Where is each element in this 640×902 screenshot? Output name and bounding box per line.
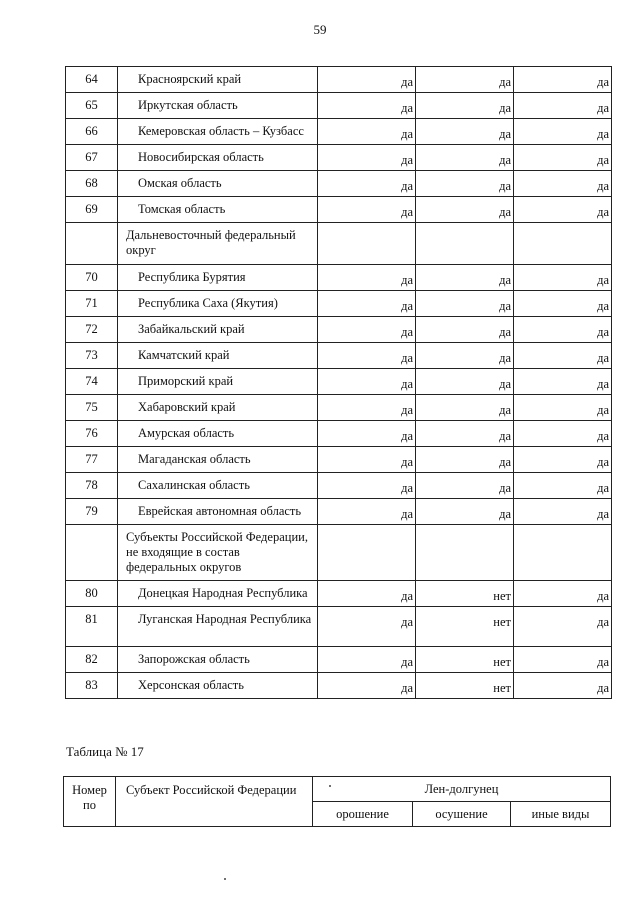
- value-cell: да: [514, 673, 612, 699]
- value-cell: да: [416, 369, 514, 395]
- row-number: 81: [66, 607, 118, 647]
- row-number: 82: [66, 647, 118, 673]
- table-17: [63, 776, 611, 827]
- value-cell: да: [318, 647, 416, 673]
- value-cell: да: [416, 197, 514, 223]
- row-number: 76: [66, 421, 118, 447]
- table-row: [66, 145, 612, 171]
- value-cell: да: [318, 343, 416, 369]
- region-name: Магаданская область: [118, 447, 318, 473]
- value-cell: да: [514, 395, 612, 421]
- value-cell: да: [416, 291, 514, 317]
- table-row: [66, 119, 612, 145]
- region-name: Кемеровская область – Кузбасс: [118, 119, 318, 145]
- value-cell: да: [416, 93, 514, 119]
- value-cell: да: [416, 67, 514, 93]
- subheader-irrigation: орошение: [313, 802, 413, 827]
- value-cell: да: [514, 171, 612, 197]
- row-number: 83: [66, 673, 118, 699]
- table-row: [66, 93, 612, 119]
- value-cell: да: [318, 673, 416, 699]
- row-number: [66, 525, 118, 581]
- scan-speck: [224, 878, 226, 880]
- value-cell: [514, 223, 612, 265]
- region-name: Республика Бурятия: [118, 265, 318, 291]
- table-row: [66, 265, 612, 291]
- value-cell: да: [318, 473, 416, 499]
- value-cell: нет: [416, 581, 514, 607]
- value-cell: да: [318, 369, 416, 395]
- region-name: Амурская область: [118, 421, 318, 447]
- value-cell: да: [416, 499, 514, 525]
- value-cell: да: [318, 581, 416, 607]
- value-cell: [416, 525, 514, 581]
- region-name: Красноярский край: [118, 67, 318, 93]
- value-cell: да: [318, 265, 416, 291]
- value-cell: да: [514, 145, 612, 171]
- value-cell: да: [318, 145, 416, 171]
- value-cell: да: [514, 473, 612, 499]
- region-name: Запорожская область: [118, 647, 318, 673]
- row-number: 71: [66, 291, 118, 317]
- crop-header: Лен-долгунец: [313, 777, 611, 802]
- table-row: [66, 673, 612, 699]
- value-cell: да: [416, 421, 514, 447]
- subject-column-header: Субъект Российской Федерации: [116, 777, 313, 827]
- table-row: [66, 607, 612, 647]
- subheader-drainage: осушение: [413, 802, 511, 827]
- value-cell: да: [318, 499, 416, 525]
- value-cell: да: [514, 265, 612, 291]
- region-name: Томская область: [118, 197, 318, 223]
- value-cell: да: [514, 647, 612, 673]
- value-cell: да: [514, 93, 612, 119]
- region-name: Сахалинская область: [118, 473, 318, 499]
- value-cell: нет: [416, 673, 514, 699]
- value-cell: да: [514, 369, 612, 395]
- section-header-row: [66, 223, 612, 265]
- table-row: [66, 647, 612, 673]
- value-cell: да: [416, 473, 514, 499]
- section-title: Дальневосточный федеральный округ: [118, 223, 318, 265]
- value-cell: [514, 525, 612, 581]
- value-cell: да: [318, 291, 416, 317]
- value-cell: да: [318, 67, 416, 93]
- table-row: [66, 369, 612, 395]
- row-number: 72: [66, 317, 118, 343]
- region-name: Камчатский край: [118, 343, 318, 369]
- value-cell: да: [416, 265, 514, 291]
- row-number: 67: [66, 145, 118, 171]
- row-number: 66: [66, 119, 118, 145]
- section-title: Субъекты Российской Федерации, не входящие в состав федеральных округов: [118, 525, 318, 581]
- value-cell: да: [318, 421, 416, 447]
- table-row: [66, 499, 612, 525]
- value-cell: да: [318, 119, 416, 145]
- value-cell: да: [514, 447, 612, 473]
- table-row: [66, 395, 612, 421]
- value-cell: нет: [416, 647, 514, 673]
- value-cell: да: [514, 67, 612, 93]
- value-cell: да: [514, 317, 612, 343]
- row-number: [66, 223, 118, 265]
- table-row: [66, 343, 612, 369]
- value-cell: да: [514, 291, 612, 317]
- row-number: 70: [66, 265, 118, 291]
- row-number: 64: [66, 67, 118, 93]
- row-number: 79: [66, 499, 118, 525]
- row-number: 75: [66, 395, 118, 421]
- section-header-row: [66, 525, 612, 581]
- region-name: Омская область: [118, 171, 318, 197]
- region-name: Забайкальский край: [118, 317, 318, 343]
- value-cell: да: [514, 343, 612, 369]
- number-column-header: Номер по: [64, 777, 116, 827]
- row-number: 78: [66, 473, 118, 499]
- value-cell: да: [416, 317, 514, 343]
- region-name: Приморский край: [118, 369, 318, 395]
- value-cell: да: [318, 395, 416, 421]
- region-name: Луганская Народная Республика: [118, 607, 318, 647]
- table-row: [66, 67, 612, 93]
- region-name: Республика Саха (Якутия): [118, 291, 318, 317]
- table-row: [66, 171, 612, 197]
- region-name: Хабаровский край: [118, 395, 318, 421]
- value-cell: да: [514, 197, 612, 223]
- value-cell: да: [318, 197, 416, 223]
- table-row: [66, 473, 612, 499]
- value-cell: нет: [416, 607, 514, 647]
- table-17-caption: Таблица № 17: [66, 744, 144, 759]
- value-cell: да: [416, 447, 514, 473]
- regions-table-body: [66, 67, 612, 699]
- region-name: Новосибирская область: [118, 145, 318, 171]
- value-cell: да: [514, 607, 612, 647]
- value-cell: да: [514, 119, 612, 145]
- row-number: 65: [66, 93, 118, 119]
- row-number: 73: [66, 343, 118, 369]
- value-cell: да: [514, 499, 612, 525]
- regions-table: [65, 66, 612, 699]
- value-cell: да: [416, 145, 514, 171]
- value-cell: да: [514, 421, 612, 447]
- table-row: [66, 197, 612, 223]
- value-cell: да: [318, 317, 416, 343]
- table-row: [66, 447, 612, 473]
- value-cell: да: [416, 171, 514, 197]
- page-number: 59: [313, 22, 327, 37]
- table-row: [66, 581, 612, 607]
- row-number: 68: [66, 171, 118, 197]
- value-cell: да: [416, 119, 514, 145]
- scan-speck: [329, 785, 331, 787]
- row-number: 74: [66, 369, 118, 395]
- row-number: 77: [66, 447, 118, 473]
- table-row: [66, 317, 612, 343]
- row-number: 80: [66, 581, 118, 607]
- subheader-other: иные виды: [511, 802, 611, 827]
- value-cell: да: [318, 171, 416, 197]
- value-cell: да: [514, 581, 612, 607]
- table-row: [66, 291, 612, 317]
- region-name: Донецкая Народная Республика: [118, 581, 318, 607]
- value-cell: да: [318, 93, 416, 119]
- value-cell: да: [416, 343, 514, 369]
- value-cell: да: [318, 447, 416, 473]
- table-17-header-row: [64, 777, 611, 802]
- value-cell: [318, 525, 416, 581]
- region-name: Иркутская область: [118, 93, 318, 119]
- region-name: Еврейская автономная область: [118, 499, 318, 525]
- value-cell: да: [318, 607, 416, 647]
- row-number: 69: [66, 197, 118, 223]
- table-row: [66, 421, 612, 447]
- value-cell: [416, 223, 514, 265]
- value-cell: [318, 223, 416, 265]
- region-name: Херсонская область: [118, 673, 318, 699]
- value-cell: да: [416, 395, 514, 421]
